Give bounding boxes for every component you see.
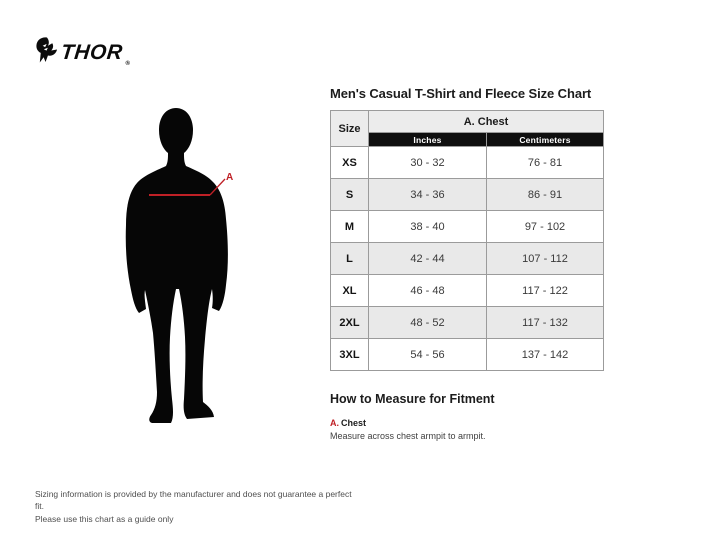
column-header-inches: Inches bbox=[369, 133, 487, 147]
size-value: 2XL bbox=[331, 307, 369, 339]
measure-item-key: A. bbox=[330, 418, 339, 428]
size-chart-title: Men's Casual T-Shirt and Fleece Size Chart bbox=[330, 86, 592, 101]
inches-value: 48 - 52 bbox=[369, 307, 487, 339]
size-value: M bbox=[331, 211, 369, 243]
size-value: S bbox=[331, 179, 369, 211]
size-chart-table bbox=[330, 110, 604, 371]
brand-logo-text: THOR bbox=[59, 40, 124, 64]
column-header-centimeters: Centimeters bbox=[487, 133, 604, 147]
disclaimer-footer bbox=[35, 488, 355, 525]
measure-guide-section bbox=[330, 392, 610, 441]
size-value: L bbox=[331, 243, 369, 275]
brand-logo bbox=[35, 36, 130, 69]
inches-value: 46 - 48 bbox=[369, 275, 487, 307]
measure-guide-item bbox=[330, 418, 610, 441]
size-value: 3XL bbox=[331, 339, 369, 371]
centimeters-value: 137 - 142 bbox=[487, 339, 604, 371]
inches-value: 42 - 44 bbox=[369, 243, 487, 275]
inches-value: 38 - 40 bbox=[369, 211, 487, 243]
table-row bbox=[331, 307, 604, 339]
table-header-row-units bbox=[331, 133, 604, 147]
column-header-chest: A. Chest bbox=[369, 111, 604, 133]
centimeters-value: 97 - 102 bbox=[487, 211, 604, 243]
disclaimer-line-2: Please use this chart as a guide only bbox=[35, 513, 174, 524]
centimeters-value: 107 - 112 bbox=[487, 243, 604, 275]
chest-measure-label: A bbox=[226, 172, 234, 183]
thor-goat-icon bbox=[35, 36, 58, 69]
registered-mark: ® bbox=[125, 61, 130, 67]
measure-item-title bbox=[330, 418, 610, 428]
inches-value: 54 - 56 bbox=[369, 339, 487, 371]
table-row bbox=[331, 275, 604, 307]
inches-value: 34 - 36 bbox=[369, 179, 487, 211]
column-header-size: Size bbox=[331, 111, 369, 147]
table-row bbox=[331, 339, 604, 371]
centimeters-value: 117 - 132 bbox=[487, 307, 604, 339]
table-header-row-group bbox=[331, 111, 604, 133]
centimeters-value: 117 - 122 bbox=[487, 275, 604, 307]
measure-guide-heading: How to Measure for Fitment bbox=[330, 392, 495, 406]
table-row bbox=[331, 179, 604, 211]
size-value: XL bbox=[331, 275, 369, 307]
inches-value: 30 - 32 bbox=[369, 147, 487, 179]
disclaimer-line-1: Sizing information is provided by the manufacturer and does not guarantee a perfect fit. bbox=[35, 489, 352, 512]
centimeters-value: 76 - 81 bbox=[487, 147, 604, 179]
male-silhouette-shape bbox=[126, 108, 228, 423]
size-value: XS bbox=[331, 147, 369, 179]
centimeters-value: 86 - 91 bbox=[487, 179, 604, 211]
table-row bbox=[331, 211, 604, 243]
body-silhouette-figure bbox=[100, 92, 300, 432]
table-row bbox=[331, 147, 604, 179]
table-row bbox=[331, 243, 604, 275]
measure-item-description: Measure across chest armpit to armpit. bbox=[330, 431, 486, 441]
measure-item-name: Chest bbox=[341, 418, 367, 428]
